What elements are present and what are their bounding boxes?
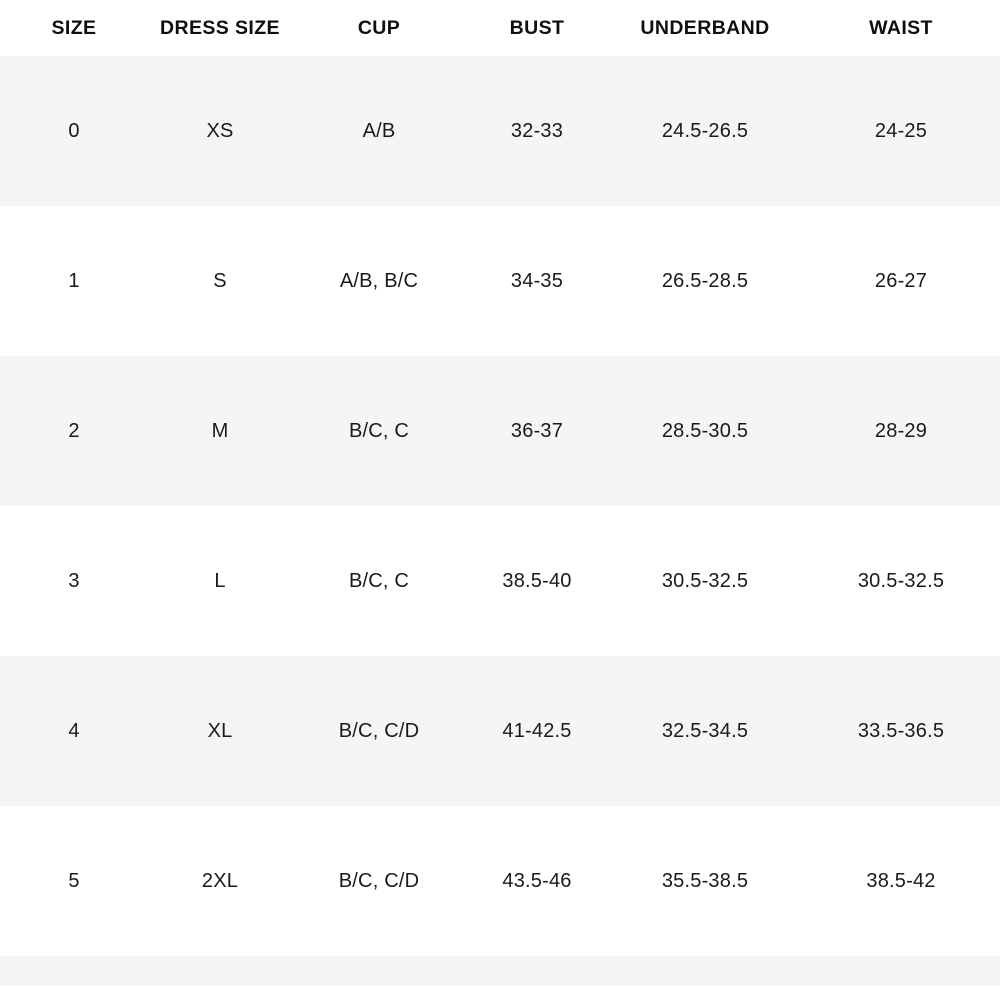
cell-waist: 28-29 — [802, 356, 1000, 506]
cell-bust: 38.5-40 — [466, 506, 608, 656]
cell-dress-size: M — [148, 356, 292, 506]
column-header-dress-size: DRESS SIZE — [148, 0, 292, 56]
column-header-size: SIZE — [0, 0, 148, 56]
cell-underband: 30.5-32.5 — [608, 506, 802, 656]
column-header-underband: UNDERBAND — [608, 0, 802, 56]
cell-underband: 28.5-30.5 — [608, 356, 802, 506]
column-header-waist: WAIST — [802, 0, 1000, 56]
table-body — [0, 56, 1000, 986]
cell-cup: A/B, B/C — [292, 206, 466, 356]
cell-waist: 24-25 — [802, 56, 1000, 206]
cell-waist: 30.5-32.5 — [802, 506, 1000, 656]
cell-empty — [608, 956, 802, 986]
cell-empty — [802, 956, 1000, 986]
cell-size: 4 — [0, 656, 148, 806]
cell-cup: B/C, C/D — [292, 806, 466, 956]
cell-bust: 43.5-46 — [466, 806, 608, 956]
cell-size: 2 — [0, 356, 148, 506]
cell-cup: A/B — [292, 56, 466, 206]
cell-dress-size: L — [148, 506, 292, 656]
cell-cup: B/C, C — [292, 356, 466, 506]
table-row — [0, 806, 1000, 956]
cell-dress-size: XS — [148, 56, 292, 206]
table-row — [0, 206, 1000, 356]
cell-bust: 34-35 — [466, 206, 608, 356]
table-row — [0, 506, 1000, 656]
cell-waist: 33.5-36.5 — [802, 656, 1000, 806]
column-header-cup: CUP — [292, 0, 466, 56]
cell-empty — [148, 956, 292, 986]
table-header-row — [0, 0, 1000, 56]
cell-underband: 35.5-38.5 — [608, 806, 802, 956]
cell-cup: B/C, C — [292, 506, 466, 656]
table-row — [0, 356, 1000, 506]
cell-empty — [466, 956, 608, 986]
cell-cup: B/C, C/D — [292, 656, 466, 806]
cell-dress-size: 2XL — [148, 806, 292, 956]
cell-underband: 24.5-26.5 — [608, 56, 802, 206]
cell-waist: 26-27 — [802, 206, 1000, 356]
table-row-partial — [0, 956, 1000, 986]
cell-size: 0 — [0, 56, 148, 206]
cell-empty — [0, 956, 148, 986]
cell-dress-size: S — [148, 206, 292, 356]
table-header — [0, 0, 1000, 56]
cell-dress-size: XL — [148, 656, 292, 806]
table-row — [0, 656, 1000, 806]
cell-bust: 36-37 — [466, 356, 608, 506]
cell-bust: 41-42.5 — [466, 656, 608, 806]
cell-underband: 32.5-34.5 — [608, 656, 802, 806]
column-header-bust: BUST — [466, 0, 608, 56]
cell-waist: 38.5-42 — [802, 806, 1000, 956]
cell-bust: 32-33 — [466, 56, 608, 206]
cell-empty — [292, 956, 466, 986]
table-row — [0, 56, 1000, 206]
cell-size: 5 — [0, 806, 148, 956]
cell-underband: 26.5-28.5 — [608, 206, 802, 356]
cell-size: 3 — [0, 506, 148, 656]
cell-size: 1 — [0, 206, 148, 356]
